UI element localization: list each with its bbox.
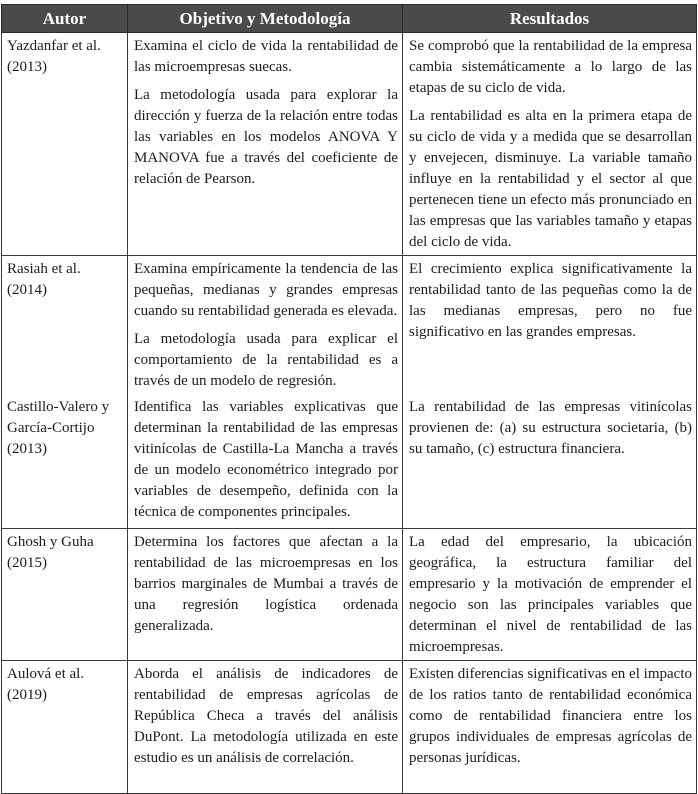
objective-paragraph: Aborda el análisis de indicadores de rentabilidad de empresas agrícolas de República Checa a través del análisis DuPont. La metodología utilizada en este estudio es un análisis de correlación. xyxy=(134,666,398,766)
author-text: Aulová et al. (2019) xyxy=(7,666,85,703)
author-text: Yazdanfar et al. (2013) xyxy=(7,38,101,75)
objective-paragraph: La metodología usada para explorar la dirección y fuerza de la relación entre todas las variables en los modelos ANOVA Y MANOVA fue a través del coeficiente de relación de Pearson. xyxy=(134,87,398,187)
table-row xyxy=(2,661,697,794)
header-objetivo: Objetivo y Metodología xyxy=(128,5,403,33)
results-paragraph: Existen diferencias significativas en el impacto de los ratios tanto de rentabilidad económica como de rentabilidad financiera entre los grupos individuales de empresas agrícolas de personas jurídicas. xyxy=(409,666,692,766)
results-cell xyxy=(403,394,697,529)
table-row xyxy=(2,256,697,395)
objective-paragraph: Examina empíricamente la tendencia de las pequeñas, medianas y grandes empresas cuando su rentabilidad generada es elevada. xyxy=(134,261,398,319)
author-text: Rasiah et al. (2014) xyxy=(7,261,81,298)
objective-paragraph: La metodología usada para explicar el comportamiento de la rentabilidad es a través de un modelo de regresión. xyxy=(134,331,398,389)
results-paragraph: La rentabilidad de las empresas vitinícolas provienen de: (a) su estructura societaria, (b) su tamaño, (c) estructura financiera. xyxy=(409,399,692,457)
author-cell xyxy=(2,394,128,529)
objective-paragraph: Examina el ciclo de vida la rentabilidad de las microempresas suecas. xyxy=(134,38,398,75)
objective-cell xyxy=(128,256,403,395)
results-paragraph: La edad del empresario, la ubicación geográfica, la estructura familiar del empresario y la motivación de emprender el negocio son las principales variables que determinan el nivel de rentabilidad de las microempresas. xyxy=(409,534,692,655)
header-resultados: Resultados xyxy=(403,5,697,33)
header-autor: Autor xyxy=(2,5,128,33)
objective-paragraph: Determina los factores que afectan a la rentabilidad de las microempresas en los barrios marginales de Mumbai a través de una regresión logística ordenada generalizada. xyxy=(134,534,398,634)
author-text: Castillo-Valero y García-Cortijo (2013) xyxy=(7,399,110,457)
results-cell xyxy=(403,256,697,395)
author-cell xyxy=(2,529,128,661)
author-text: Ghosh y Guha (2015) xyxy=(7,534,94,571)
results-cell xyxy=(403,33,697,256)
objective-paragraph: Identifica las variables explicativas que determinan la rentabilidad de las empresas vitinícolas de Castilla-La Mancha a través de un modelo econométrico integrado por variables de desempeño, definida con la técnica de componentes principales. xyxy=(134,399,398,520)
table-row xyxy=(2,529,697,661)
table-row xyxy=(2,33,697,256)
table-header-row xyxy=(2,5,697,33)
results-cell xyxy=(403,661,697,794)
objective-cell xyxy=(128,33,403,256)
author-cell xyxy=(2,33,128,256)
author-cell xyxy=(2,661,128,794)
table-row xyxy=(2,394,697,529)
results-paragraph: Se comprobó que la rentabilidad de la empresa cambia sistemáticamente a lo largo de las etapas de su ciclo de vida. xyxy=(409,38,692,96)
objective-cell xyxy=(128,394,403,529)
results-paragraph: El crecimiento explica significativamente la rentabilidad tanto de las pequeñas como la de las medianas empresas, pero no fue significativo en las grandes empresas. xyxy=(409,261,692,340)
results-paragraph: La rentabilidad es alta en la primera etapa de su ciclo de vida y a medida que se desarrollan y envejecen, disminuye. La variable tamaño influye en la rentabilidad y el sector al que pertenecen tiene un efecto más pronunciado en las empresas que las variables tamaño y etapas del ciclo de vida. xyxy=(409,108,692,250)
objective-cell xyxy=(128,661,403,794)
author-cell xyxy=(2,256,128,395)
literature-review-table xyxy=(1,4,697,794)
objective-cell xyxy=(128,529,403,661)
results-cell xyxy=(403,529,697,661)
